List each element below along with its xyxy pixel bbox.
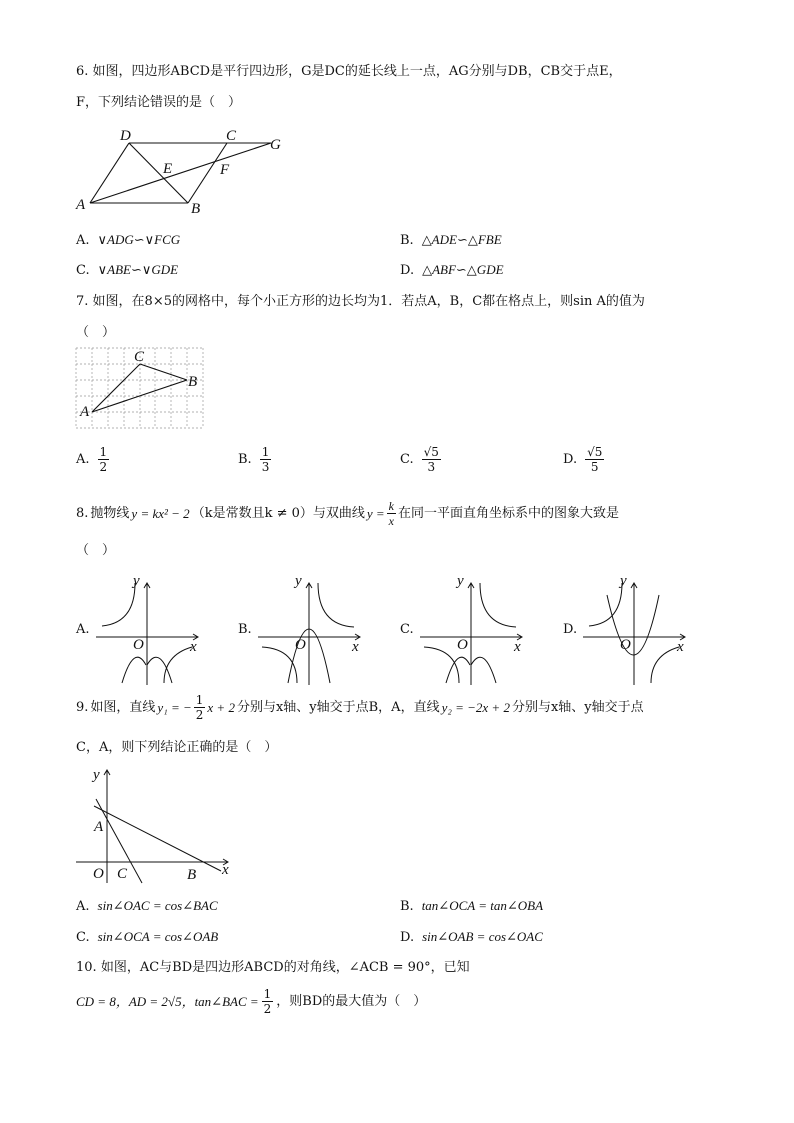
q6-option-d[interactable]: [400, 262, 504, 278]
q8-graph-c-hyperbola-lower: [424, 647, 459, 683]
q6-option-c-text: ∨ABE∽∨GDE: [97, 262, 179, 277]
q8-graph-c: [416, 575, 534, 687]
q8-graph-a-hyperbola-lower: [164, 647, 192, 683]
q8-graph-b-x-label: x: [352, 639, 359, 655]
q8-formula-parabola: y = kx² − 2: [131, 505, 190, 521]
q8-graph-d: [579, 575, 697, 687]
q6-option-c-letter: C.: [76, 262, 90, 278]
q8-option-b[interactable]: [238, 622, 252, 637]
q7-option-d-num: √5: [587, 445, 603, 459]
q9-line1-rhs: x + 2: [207, 699, 235, 715]
q6-option-d-letter: D.: [400, 262, 415, 278]
q9-option-b[interactable]: [400, 898, 543, 914]
q10-stem-line1: [76, 960, 470, 976]
q8-text-a: 抛物线: [90, 505, 130, 521]
q7-option-b[interactable]: [238, 446, 271, 473]
q7-label-a: A: [80, 404, 90, 420]
q10-text-line1: 如图，AC与BD是四边形ABCD的对角线，∠ACB = 90°，已知: [100, 960, 470, 975]
q7-option-a-fraction: [98, 446, 110, 473]
q6-segment-ag: [90, 143, 271, 203]
q8-formula-hyperbola-lhs: y =: [366, 505, 385, 521]
q6-text-line1: 如图，四边形ABCD是平行四边形，G是DC的延长线上一点，AG分别与DB，CB交于点E，: [92, 64, 622, 79]
q7-option-d-letter: D.: [563, 452, 578, 467]
q9-option-b-letter: B.: [400, 898, 414, 914]
q8-graph-d-origin-label: O: [620, 637, 631, 653]
q6-text-line2: F，下列结论错误的是（ ）: [76, 95, 242, 110]
q7-stem-line1: [76, 294, 645, 310]
q9-option-d[interactable]: [400, 929, 543, 945]
q10-fraction: [262, 988, 274, 1015]
q8-option-c[interactable]: [400, 622, 414, 637]
q8-number: 8.: [76, 505, 89, 521]
q7-text-line2: （ ）: [76, 325, 116, 340]
q6-label-b: B: [191, 201, 201, 217]
q9-text-line2: C，A，则下列结论正确的是（ ）: [76, 740, 278, 755]
q8-formula-hyperbola-fraction: [387, 500, 396, 527]
q9-label-x: x: [222, 862, 229, 878]
q10-stem-line2: [76, 988, 426, 1015]
q7-option-a-letter: A.: [76, 452, 90, 467]
q6-side-ad: [90, 143, 129, 203]
q8-graph-b-y-label: y: [295, 573, 302, 589]
q8-graph-b: [254, 575, 372, 687]
q8-option-c-letter: C.: [400, 622, 414, 637]
q9-option-b-text: tan∠OCA = tan∠OBA: [421, 898, 544, 913]
q8-graph-d-hyperbola-upper: [589, 583, 622, 626]
q7-option-c-fraction: [422, 446, 441, 473]
q8-graph-a-y-label: y: [133, 573, 140, 589]
q8-option-d-letter: D.: [563, 622, 578, 637]
q8-graph-b-hyperbola-upper: [318, 583, 354, 627]
q7-grid-figure: [76, 348, 206, 430]
q6-label-c: C: [226, 128, 237, 144]
q7-option-c-num: √5: [423, 445, 439, 459]
q7-option-c-letter: C.: [400, 452, 414, 467]
q8-graph-c-origin-label: O: [457, 637, 468, 653]
q9-option-d-text: sin∠OAB = cos∠OAC: [422, 929, 543, 944]
q6-label-f: F: [220, 162, 230, 178]
q9-line1-fraction: [194, 694, 206, 721]
q8-option-a[interactable]: [76, 622, 90, 637]
q8-option-d[interactable]: [563, 622, 577, 637]
q8-option-b-letter: B.: [238, 622, 252, 637]
q7-option-d-fraction: [585, 446, 604, 473]
q8-formula-hyperbola-den: x: [388, 514, 394, 528]
q9-label-b: B: [187, 867, 197, 883]
q8-formula-hyperbola-num: k: [388, 499, 394, 513]
q8-graph-d-x-label: x: [677, 639, 684, 655]
q8-stem-line1: [76, 500, 619, 527]
q7-number: 7.: [76, 294, 89, 309]
q8-graph-c-x-label: x: [514, 639, 521, 655]
q6-option-a[interactable]: [76, 232, 180, 248]
q8-graph-a-origin-label: O: [133, 637, 144, 653]
q9-text-b: 分别与x轴、y轴交于点B，A，直线: [236, 699, 440, 715]
q10-frac-den: 2: [263, 1002, 272, 1016]
q9-line1-den: 2: [195, 708, 204, 722]
q7-option-b-letter: B.: [238, 452, 252, 467]
q7-side-ac: [92, 364, 140, 412]
q9-option-a[interactable]: [76, 898, 218, 914]
q8-graph-d-y-label: y: [620, 573, 627, 589]
q9-line-y1: [94, 806, 221, 871]
q8-graph-d-parabola: [607, 595, 659, 655]
q9-label-a: A: [94, 819, 104, 835]
q6-option-b-letter: B.: [400, 232, 414, 248]
q6-option-d-text: △ABF∽△GDE: [422, 262, 504, 277]
q8-graph-a-x-label: x: [190, 639, 197, 655]
q10-text-a: CD = 8，AD = 2√5，tan∠BAC =: [76, 993, 259, 1009]
q9-option-d-letter: D.: [400, 929, 415, 945]
q9-option-c-letter: C.: [76, 929, 90, 945]
q7-label-b: B: [188, 374, 198, 390]
q7-side-cb: [140, 364, 187, 380]
q7-option-b-num: 1: [261, 445, 270, 459]
q7-option-b-den: 3: [261, 460, 270, 474]
q9-line2: y₂ = −2x + 2: [441, 699, 510, 715]
q7-option-a[interactable]: [76, 446, 109, 473]
q9-lines-figure: [76, 765, 241, 885]
q8-graph-a-hyperbola-upper: [102, 583, 135, 626]
q8-text-line2: （ ）: [76, 543, 116, 558]
q8-text-c: 在同一平面直角坐标系中的图象大致是: [398, 505, 620, 521]
q6-parallelogram-figure: [70, 120, 300, 220]
q6-label-e: E: [163, 161, 173, 177]
q7-option-a-den: 2: [99, 460, 108, 474]
q8-graph-c-parabola-right: [471, 657, 496, 683]
q9-option-a-letter: A.: [76, 898, 90, 914]
q7-option-b-fraction: [260, 446, 272, 473]
q9-label-o: O: [93, 866, 104, 882]
q8-option-a-letter: A.: [76, 622, 90, 637]
q8-graph-a: [92, 575, 210, 687]
q6-option-c[interactable]: [76, 262, 178, 278]
q7-option-d[interactable]: [563, 446, 604, 473]
q10-text-b: ，则BD的最大值为（ ）: [276, 993, 427, 1009]
q9-line1-lhs: y₁ = −: [157, 699, 192, 715]
q8-graph-c-hyperbola-upper: [480, 583, 516, 627]
q8-graph-b-origin-label: O: [295, 637, 306, 653]
q9-line1-num: 1: [195, 693, 204, 707]
q8-graph-d-hyperbola-lower: [651, 647, 679, 683]
q8-graph-a-parabola-left: [122, 657, 146, 683]
q8-graph-c-y-label: y: [457, 573, 464, 589]
q9-number: 9.: [76, 699, 89, 715]
q7-label-c: C: [134, 349, 145, 365]
q6-label-a: A: [76, 197, 86, 213]
q8-graph-a-parabola-right: [147, 657, 172, 683]
q6-number: 6.: [76, 64, 89, 79]
q9-option-c[interactable]: [76, 929, 218, 945]
q6-option-a-text: ∨ADG∽∨FCG: [97, 232, 181, 247]
q8-graph-c-parabola-left: [446, 657, 470, 683]
q9-label-y: y: [93, 767, 100, 783]
q6-option-b-text: △ADE∽△FBE: [421, 232, 502, 247]
q7-option-c-den: 3: [427, 460, 436, 474]
q7-text-line1: 如图，在8×5的网格中，每个小正方形的边长均为1．若点A，B，C都在格点上，则sin A的值为: [92, 294, 645, 309]
q6-label-d: D: [120, 128, 131, 144]
q6-option-a-letter: A.: [76, 232, 90, 248]
q9-text-c: 分别与x轴、y轴交于点: [511, 699, 644, 715]
q9-option-c-text: sin∠OCA = cos∠OAB: [97, 929, 219, 944]
q10-frac-num: 1: [263, 987, 272, 1001]
q7-option-d-den: 5: [590, 460, 599, 474]
q9-label-c: C: [117, 866, 128, 882]
q6-option-b[interactable]: [400, 232, 502, 248]
q9-text-a: 如图，直线: [90, 699, 156, 715]
q9-stem-line1: [76, 694, 644, 721]
q9-option-a-text: sin∠OAC = cos∠BAC: [97, 898, 218, 913]
q10-number: 10.: [76, 960, 97, 975]
q8-text-b: （k是常数且k ≠ 0）与双曲线: [191, 505, 365, 521]
q6-label-g: G: [270, 137, 281, 153]
q7-option-c[interactable]: [400, 446, 441, 473]
q6-stem-line1: [76, 64, 622, 80]
q7-option-a-num: 1: [99, 445, 108, 459]
